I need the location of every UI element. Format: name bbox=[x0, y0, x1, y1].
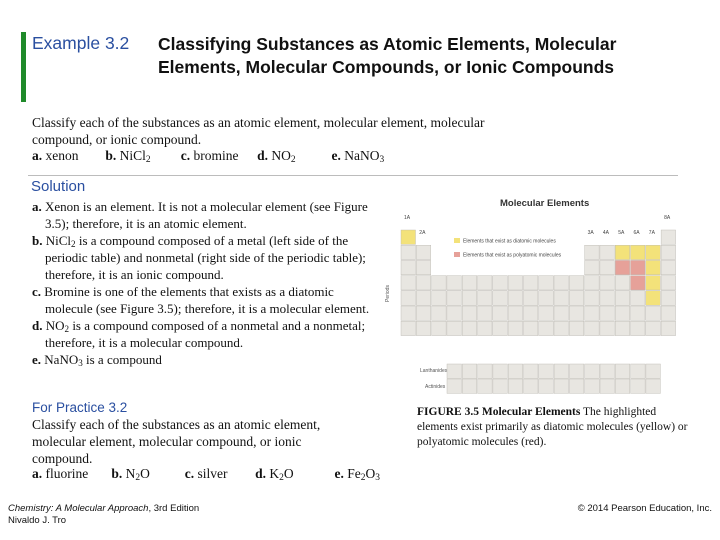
element-cell bbox=[493, 321, 508, 335]
element-cell bbox=[478, 291, 493, 305]
legend-diatomic: Elements that exist as diatomic molecules bbox=[463, 238, 556, 245]
practice-choice-b: b. $N_2O$ bbox=[111, 466, 150, 483]
element-cell bbox=[631, 260, 646, 274]
element-cell bbox=[661, 230, 676, 244]
element-cell bbox=[478, 306, 493, 320]
element-cell bbox=[631, 276, 646, 290]
element-cell bbox=[569, 306, 584, 320]
group-label: 4A bbox=[602, 230, 610, 237]
practice-choice-c: c. silver bbox=[184, 466, 228, 481]
element-cell bbox=[661, 245, 676, 259]
element-cell bbox=[432, 306, 447, 320]
element-cell bbox=[600, 321, 615, 335]
element-cell bbox=[661, 276, 676, 290]
example-label: Example 3.2 bbox=[32, 33, 130, 53]
element-cell bbox=[416, 260, 431, 274]
element-cell bbox=[569, 291, 584, 305]
element-cell bbox=[462, 321, 477, 335]
element-cell bbox=[615, 245, 630, 259]
practice-choice-a: a. fluorine bbox=[32, 466, 89, 481]
element-cell bbox=[416, 321, 431, 335]
group-label: 6A bbox=[633, 230, 640, 237]
element-cell bbox=[539, 306, 554, 320]
choice-d: d. $NO_2$ bbox=[257, 148, 296, 165]
element-cell bbox=[585, 306, 600, 320]
element-cell bbox=[646, 291, 661, 305]
group-label: 1A bbox=[404, 214, 411, 221]
element-cell bbox=[615, 260, 630, 274]
element-cell bbox=[631, 306, 646, 320]
element-cell bbox=[416, 276, 431, 290]
practice-choice-e: e. $Fe_2O_3$ bbox=[334, 466, 380, 483]
figure-caption: FIGURE 3.5 Molecular Elements The highlighted elements exist primarily as diatomic molecules (yellow) or polyatomic molecules (red). bbox=[417, 406, 688, 448]
problem-prompt: Classify each of the substances as an atomic element, molecular element, molecular compound, or ionic compound. bbox=[32, 115, 485, 147]
element-cell bbox=[615, 276, 630, 290]
lanthanide-cell bbox=[569, 364, 584, 378]
element-cell bbox=[585, 291, 600, 305]
element-cell bbox=[600, 260, 615, 274]
legend-polyatomic: Elements that exist as polyatomic molecules bbox=[463, 252, 562, 259]
lanthanide-cell bbox=[478, 364, 493, 378]
choice-c: c. bromine bbox=[180, 148, 239, 163]
element-cell bbox=[523, 321, 538, 335]
element-cell bbox=[462, 276, 477, 290]
choice-e: e. NaNO$_3$ bbox=[331, 148, 385, 165]
element-cell bbox=[631, 291, 646, 305]
element-cell bbox=[478, 276, 493, 290]
lanthanide-cell bbox=[646, 364, 661, 378]
element-cell bbox=[401, 230, 416, 244]
practice-choice-d: d. $K_2O$ bbox=[255, 466, 294, 483]
group-label: 2A bbox=[419, 230, 426, 237]
element-cell bbox=[539, 321, 554, 335]
element-cell bbox=[646, 321, 661, 335]
actinide-cell bbox=[508, 379, 523, 393]
footer-book: Chemistry: A Molecular Approach, 3rd Edition Nivaldo J. Tro bbox=[8, 503, 200, 526]
lanthanides-label: Lanthanides bbox=[420, 368, 448, 374]
element-cell bbox=[554, 276, 569, 290]
footer-copyright: © 2014 Pearson Education, Inc. bbox=[577, 503, 712, 514]
lanthanide-cell bbox=[447, 364, 462, 378]
element-cell bbox=[508, 306, 522, 320]
lanthanide-cell bbox=[508, 364, 523, 378]
figure-title: Molecular Elements bbox=[500, 198, 590, 209]
lanthanide-cell bbox=[600, 364, 615, 378]
element-cell bbox=[462, 291, 477, 305]
element-cell bbox=[585, 260, 600, 274]
legend-diatomic-swatch bbox=[454, 238, 460, 243]
group-label: 3A bbox=[587, 230, 594, 237]
element-cell bbox=[646, 276, 661, 290]
lanthanide-cell bbox=[585, 364, 600, 378]
element-cell bbox=[554, 321, 569, 335]
actinide-cell bbox=[524, 379, 539, 393]
solution-item-e: e. NaNO$_3$ is a compound bbox=[32, 352, 162, 368]
element-cell bbox=[615, 321, 630, 335]
lanthanide-cell bbox=[631, 364, 646, 378]
periods-label: Periods bbox=[385, 285, 391, 302]
actinide-cell bbox=[447, 379, 462, 393]
element-cell bbox=[661, 260, 676, 274]
element-cell bbox=[508, 276, 522, 290]
section-divider bbox=[28, 175, 678, 176]
lanthanide-cell bbox=[493, 364, 508, 378]
lanthanide-cell bbox=[554, 364, 569, 378]
element-cell bbox=[646, 260, 661, 274]
actinide-cell bbox=[493, 379, 508, 393]
element-cell bbox=[493, 291, 508, 305]
element-cell bbox=[447, 306, 462, 320]
element-cell bbox=[539, 276, 554, 290]
problem-choices bbox=[32, 148, 384, 164]
element-cell bbox=[432, 276, 447, 290]
element-cell bbox=[585, 321, 600, 335]
lanthanide-cell bbox=[539, 364, 554, 378]
actinide-cell bbox=[569, 379, 584, 393]
element-cell bbox=[401, 291, 416, 305]
element-cell bbox=[585, 276, 600, 290]
example-title: Classifying Substances as Atomic Elements, Molecular Elements, Molecular Compounds, or Ionic Compounds bbox=[158, 34, 617, 77]
element-cell bbox=[646, 245, 661, 259]
actinide-cell bbox=[539, 379, 554, 393]
actinide-cell bbox=[646, 379, 661, 393]
solution-item-d: d. $NO_2$ is a compound composed of a nonmetal and a nonmetal; therefore, it is a molecular compound. bbox=[32, 318, 366, 350]
element-cell bbox=[600, 291, 615, 305]
actinide-cell bbox=[600, 379, 615, 393]
element-cell bbox=[401, 306, 416, 320]
lanthanide-cell bbox=[524, 364, 539, 378]
element-cell bbox=[523, 306, 538, 320]
choice-b: b. NiCl$_2$ bbox=[105, 148, 151, 165]
element-cell bbox=[493, 306, 508, 320]
element-cell bbox=[600, 245, 615, 259]
element-cell bbox=[615, 306, 630, 320]
element-cell bbox=[523, 276, 538, 290]
group-label: 7A bbox=[648, 230, 655, 237]
element-cell bbox=[462, 306, 477, 320]
periodic-table-figure bbox=[385, 192, 692, 400]
element-cell bbox=[661, 306, 676, 320]
practice-choices bbox=[32, 466, 380, 482]
element-cell bbox=[631, 245, 646, 259]
solution-item-a: a. Xenon is an element. It is not a molecular element (see Figure 3.5); therefore, it is an atomic element. bbox=[32, 199, 368, 231]
element-cell bbox=[401, 245, 416, 259]
element-cell bbox=[416, 306, 431, 320]
element-cell bbox=[447, 276, 462, 290]
element-cell bbox=[401, 276, 416, 290]
group-label: 8A bbox=[664, 214, 671, 221]
element-cell bbox=[432, 291, 447, 305]
element-cell bbox=[447, 321, 462, 335]
lanthanide-cell bbox=[462, 364, 477, 378]
actinides-label: Actinides bbox=[425, 384, 446, 390]
element-cell bbox=[539, 291, 554, 305]
actinide-cell bbox=[554, 379, 569, 393]
actinide-cell bbox=[615, 379, 630, 393]
lanthanide-cell bbox=[615, 364, 630, 378]
element-cell bbox=[631, 321, 646, 335]
element-cell bbox=[661, 291, 676, 305]
solution-item-b: b. NiCl$_2$ is a compound composed of a metal (left side of the periodic table) and nonmetal (right side of the periodic table); therefore, it is an ionic compound. bbox=[32, 233, 366, 282]
element-cell bbox=[401, 260, 416, 274]
element-cell bbox=[661, 321, 676, 335]
actinide-cell bbox=[478, 379, 493, 393]
element-cell bbox=[432, 321, 447, 335]
practice-heading: For Practice 3.2 bbox=[32, 400, 128, 415]
element-cell bbox=[416, 245, 431, 259]
element-cell bbox=[615, 291, 630, 305]
legend-polyatomic-swatch bbox=[454, 252, 460, 257]
element-cell bbox=[600, 276, 615, 290]
element-cell bbox=[569, 321, 584, 335]
element-cell bbox=[401, 321, 416, 335]
actinide-cell bbox=[631, 379, 646, 393]
element-cell bbox=[508, 291, 522, 305]
actinide-cell bbox=[585, 379, 600, 393]
element-cell bbox=[646, 306, 661, 320]
element-cell bbox=[447, 291, 462, 305]
periodic-table-graphic bbox=[385, 192, 692, 400]
solution-heading: Solution bbox=[31, 178, 86, 195]
title-accent-bar bbox=[21, 32, 26, 102]
element-cell bbox=[569, 276, 584, 290]
element-cell bbox=[554, 306, 569, 320]
element-cell bbox=[493, 276, 508, 290]
group-label: 5A bbox=[618, 230, 625, 237]
element-cell bbox=[585, 245, 600, 259]
element-cell bbox=[554, 291, 569, 305]
actinide-cell bbox=[462, 379, 477, 393]
element-cell bbox=[416, 291, 431, 305]
solution-list bbox=[32, 198, 382, 368]
choice-a: a. xenon bbox=[32, 148, 79, 163]
solution-item-c: c. Bromine is one of the elements that exists as a diatomic molecule (see Figure 3.5); therefore, it is a molecular element. bbox=[32, 284, 370, 316]
element-cell bbox=[523, 291, 538, 305]
element-cell bbox=[600, 306, 615, 320]
element-cell bbox=[508, 321, 522, 335]
element-cell bbox=[478, 321, 493, 335]
practice-prompt: Classify each of the substances as an atomic element, molecular element, molecular compound, or ionic compound. bbox=[32, 417, 321, 466]
